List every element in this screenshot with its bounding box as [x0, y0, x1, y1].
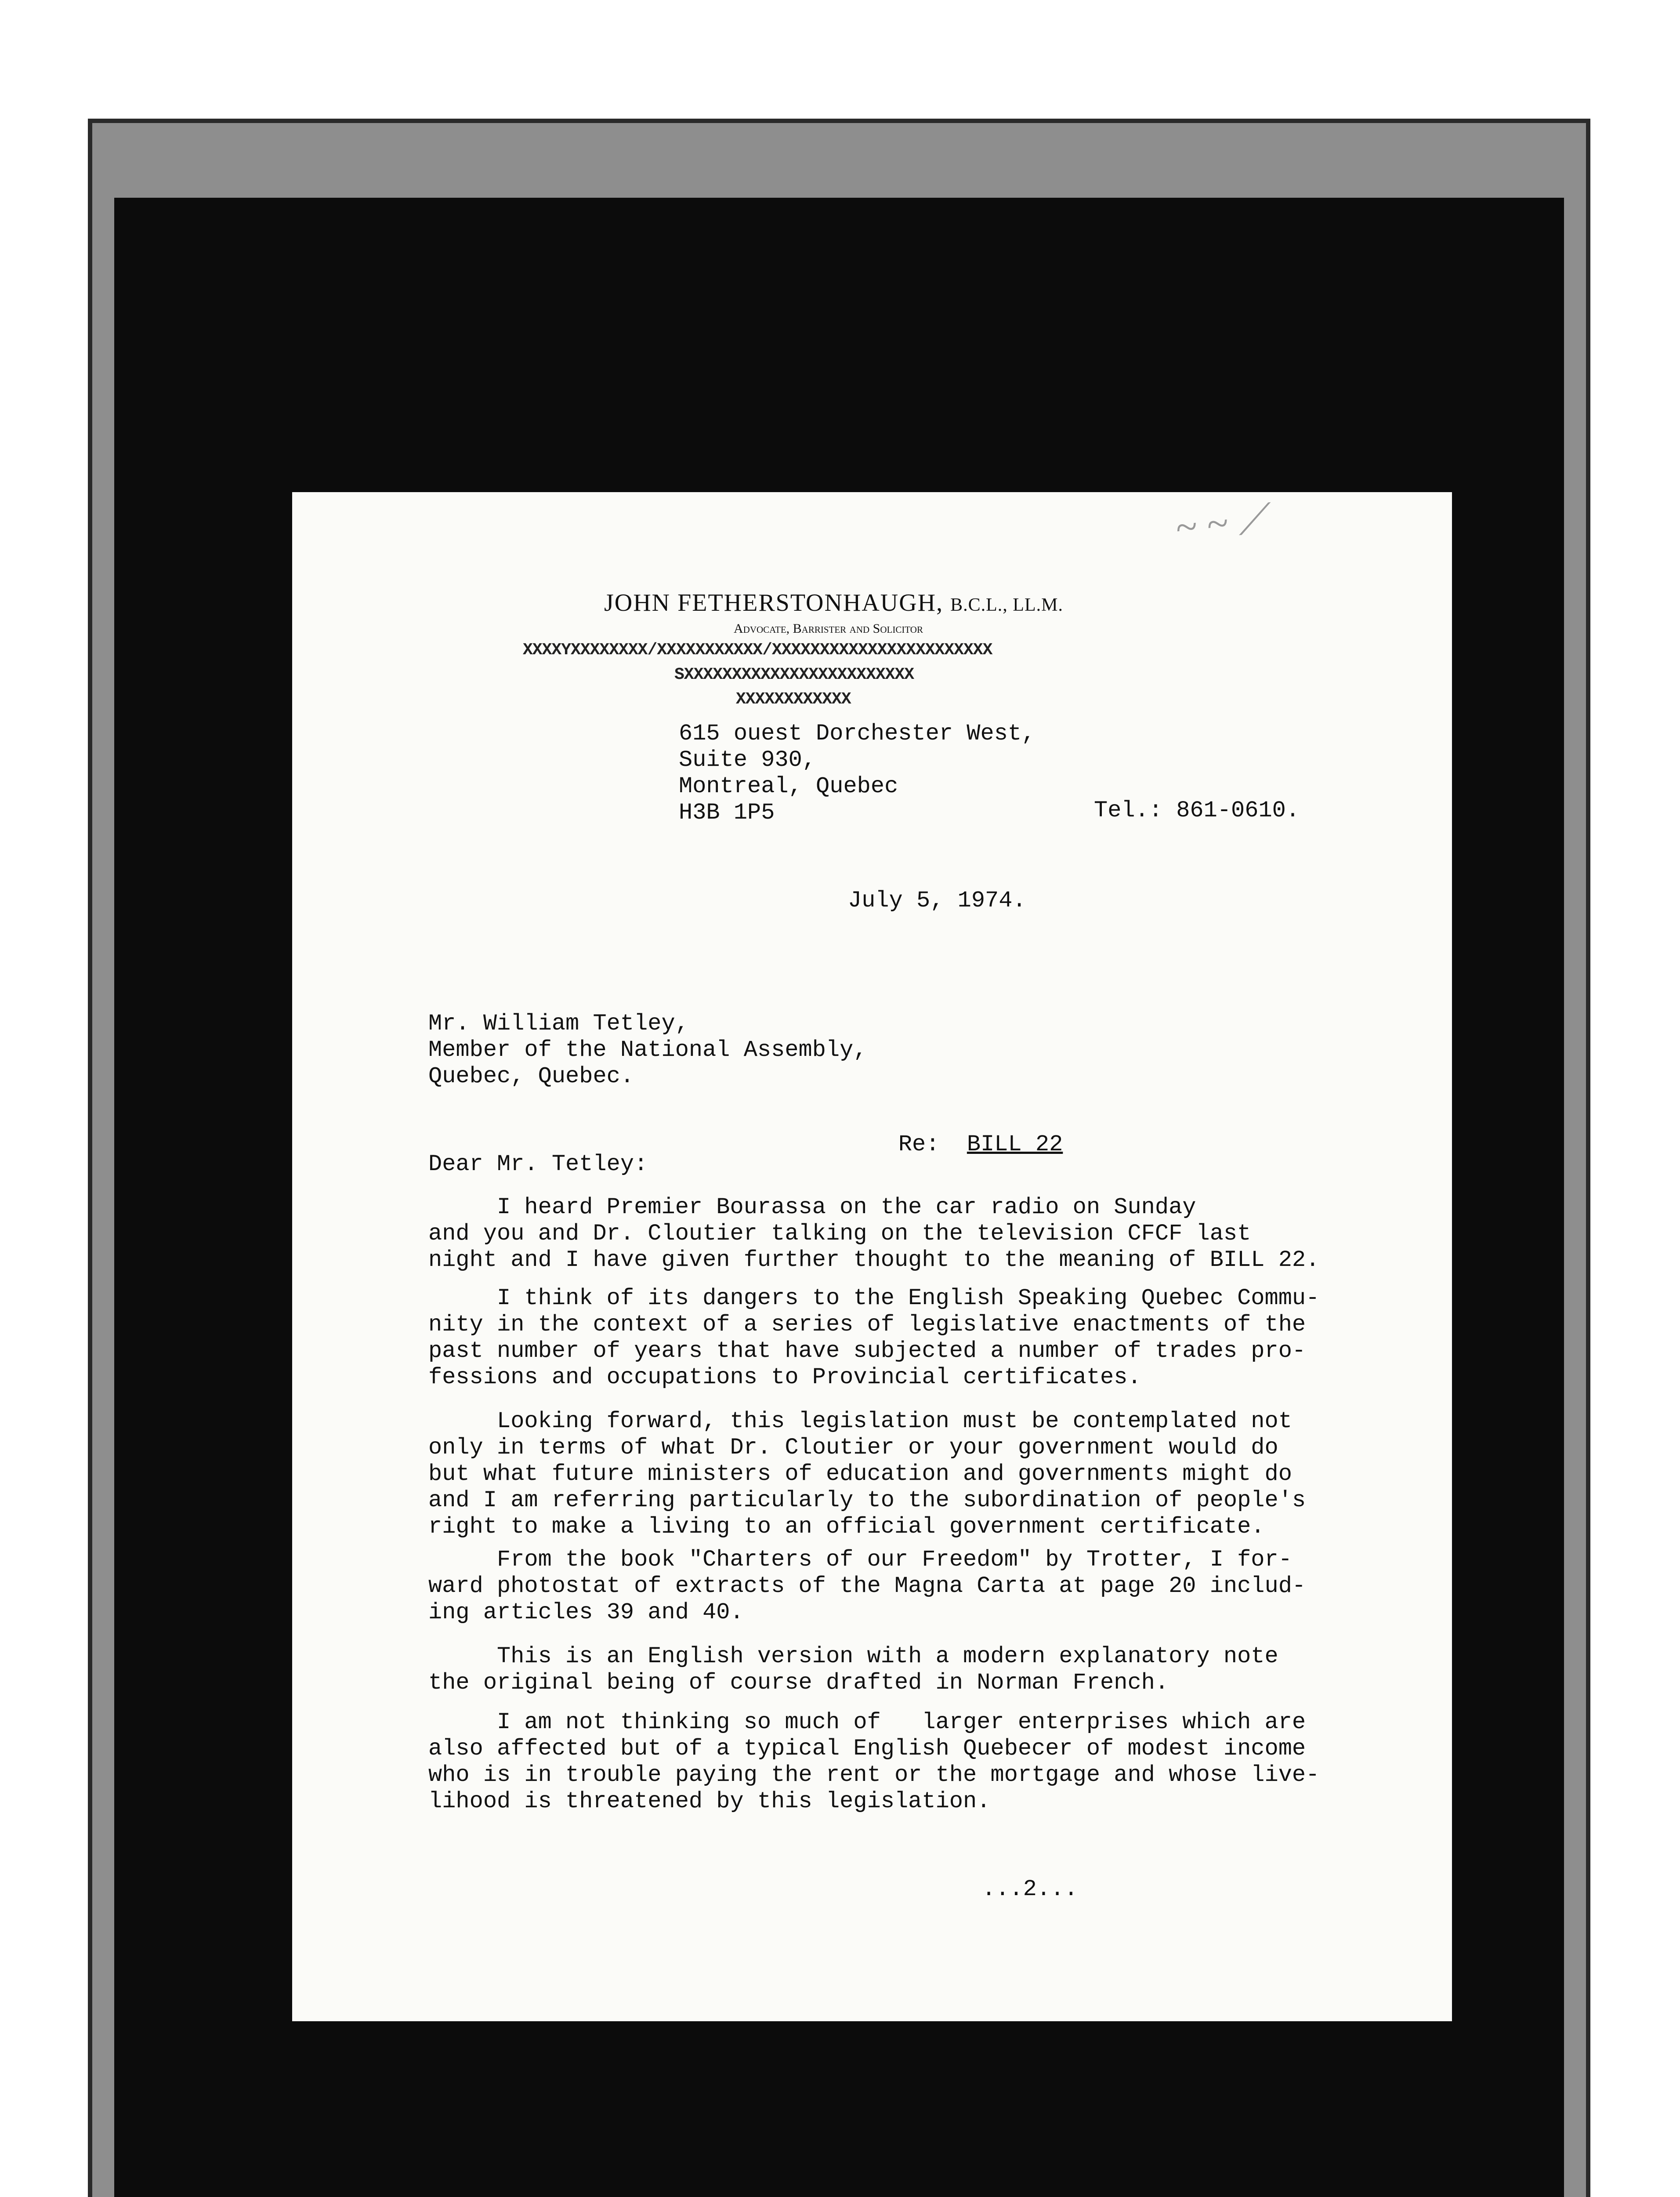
- recipient-address: Mr. William Tetley, Member of the National Assembly, Quebec, Quebec.: [428, 1011, 867, 1089]
- body-paragraph: From the book "Charters of our Freedom" by Trotter, I for- ward photostat of extracts of the Magna Carta at page 20 includ- ing articles 39 and 40.: [428, 1547, 1306, 1625]
- sender-address: 615 ouest Dorchester West, Suite 930, Montreal, Quebec H3B 1P5: [679, 721, 1036, 826]
- handwritten-margin-note: ~ ~ ⟋: [1173, 497, 1267, 550]
- letterhead-credentials: B.C.L., LL.M.: [950, 595, 1063, 615]
- page-number: ...2...: [982, 1876, 1078, 1902]
- subject-text: BILL 22: [967, 1131, 1063, 1157]
- letter-date: July 5, 1974.: [848, 888, 1026, 914]
- subject-label: Re:: [898, 1131, 940, 1157]
- body-paragraph: This is an English version with a modern explanatory note the original being of course drafted in Norman French.: [428, 1643, 1278, 1696]
- body-paragraph: I think of its dangers to the English Speaking Quebec Commu- nity in the context of a series of legislative enactments of the past number of years that have subjected a number of trades pro- fessions and occupations to Provincial certificates.: [428, 1285, 1320, 1390]
- body-paragraph: Looking forward, this legislation must be contemplated not only in terms of what Dr. Cloutier or your government would do but what future ministers of education and governments might do and I am referring particularly to the subordination of people's right to make a living to an official government certificate.: [428, 1408, 1306, 1540]
- letter-page: [292, 492, 1452, 2021]
- letterhead-subtitle: Advocate, Barrister and Solicitor: [734, 621, 923, 636]
- struck-out-address-line-2: SXXXXXXXXXXXXXXXXXXXXXXXX: [674, 665, 914, 684]
- body-paragraph: I heard Premier Bourassa on the car radio on Sunday and you and Dr. Cloutier talking on the television CFCF last night and I have given further thought to the meaning of BILL 22.: [428, 1194, 1320, 1273]
- letterhead-name: JOHN FETHERSTONHAUGH,: [604, 589, 944, 616]
- body-paragraph: I am not thinking so much of larger enterprises which are also affected but of a typical English Quebecer of modest income who is in trouble paying the rent or the mortgage and whose live- lihood is threatened by this legislation.: [428, 1709, 1320, 1814]
- sender-telephone: Tel.: 861-0610.: [1094, 798, 1300, 823]
- struck-out-address-line-3: XXXXXXXXXXXX: [736, 690, 851, 709]
- struck-out-address-line-1: XXXXYXXXXXXXX/XXXXXXXXXXX/XXXXXXXXXXXXXXXXXXXXXXX: [523, 641, 992, 660]
- letterhead-name-line: [604, 589, 1063, 617]
- subject-line: [844, 1105, 1063, 1184]
- salutation: Dear Mr. Tetley:: [428, 1151, 648, 1177]
